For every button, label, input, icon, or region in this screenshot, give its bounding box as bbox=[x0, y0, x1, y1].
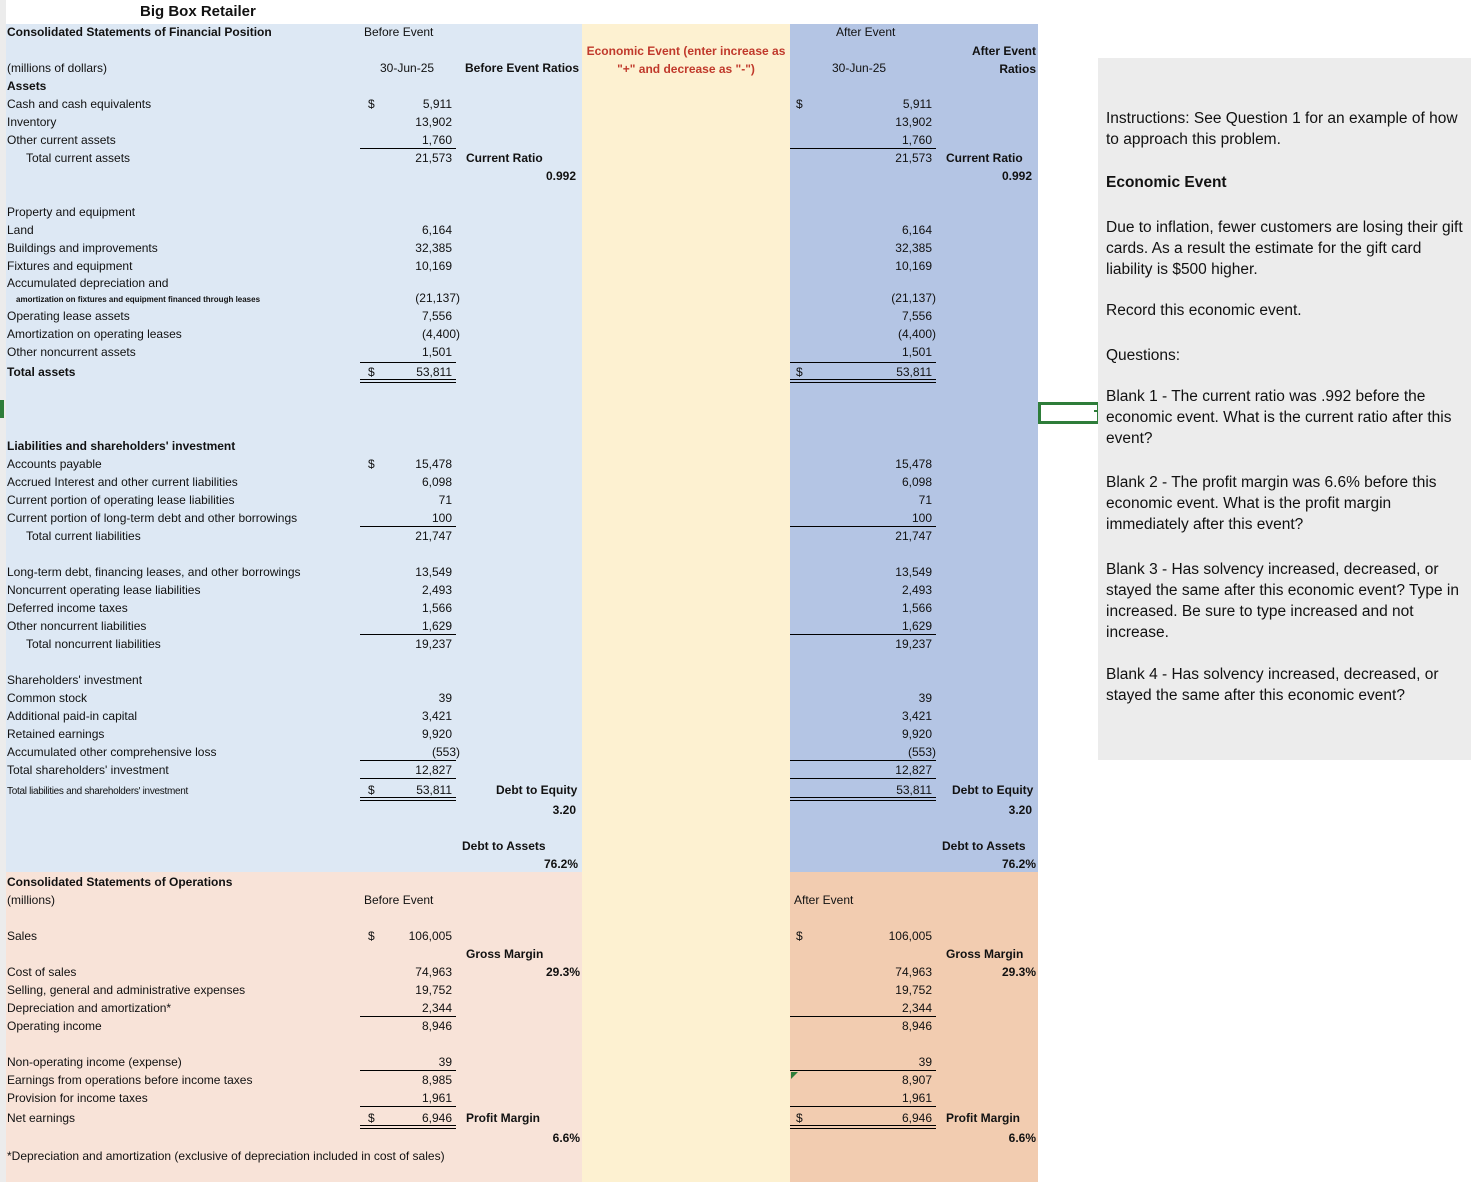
income-tax-before[interactable]: 1,961 bbox=[421, 1091, 452, 1105]
currency-sign: $ bbox=[368, 783, 375, 797]
other-noncurrent-assets-before[interactable]: 1,501 bbox=[421, 345, 452, 359]
other-current-assets-before[interactable]: 1,760 bbox=[421, 133, 452, 147]
retained-earnings-before[interactable]: 9,920 bbox=[421, 727, 452, 741]
row-label-other-noncurrent-liabilities: Other noncurrent liabilities bbox=[7, 619, 147, 633]
row-label-total-current-assets: Total current assets bbox=[26, 151, 131, 165]
blank-3-question: Blank 3 - Has solvency increased, decreased, or stayed the same after this economic event? Type in increased. Be sure to type increased and not increase. bbox=[1106, 561, 1459, 641]
total-assets-after[interactable]: 53,811 bbox=[896, 365, 932, 379]
land-before[interactable]: 6,164 bbox=[421, 223, 452, 237]
net-earnings-before[interactable]: 6,946 bbox=[421, 1111, 452, 1125]
currency-sign: $ bbox=[368, 1111, 375, 1125]
accum-dep-before[interactable]: (21,137) bbox=[415, 291, 460, 305]
operations-units: (millions) bbox=[7, 893, 55, 907]
op-lease-assets-before[interactable]: 7,556 bbox=[421, 309, 452, 323]
fixtures-before[interactable]: 10,169 bbox=[415, 259, 452, 273]
row-label-land: Land bbox=[7, 223, 34, 237]
debt-to-assets-label: Debt to Assets bbox=[462, 839, 546, 853]
operations-heading: Consolidated Statements of Operations bbox=[7, 875, 233, 889]
current-ratio-label: Current Ratio bbox=[466, 151, 543, 165]
row-label-fixtures: Fixtures and equipment bbox=[7, 259, 133, 273]
row-label-total-noncurrent-liabilities: Total noncurrent liabilities bbox=[26, 637, 161, 651]
apic-after[interactable]: 3,421 bbox=[901, 709, 932, 723]
dep-amort-before[interactable]: 2,344 bbox=[421, 1001, 452, 1015]
before-ratios-header: Before Event Ratios bbox=[465, 61, 580, 75]
economic-event-header: Economic Event (enter increase as "+" and decrease as "-") bbox=[586, 44, 786, 76]
gross-margin-label: Gross Margin bbox=[466, 947, 544, 961]
row-label-common-stock: Common stock bbox=[7, 691, 88, 705]
row-label-cur-ltd: Current portion of long-term debt and other borrowings bbox=[7, 511, 298, 525]
debt-to-equity-before[interactable]: 3.20 bbox=[552, 803, 576, 817]
accrued-before[interactable]: 6,098 bbox=[421, 475, 452, 489]
ops-after-event-header: After Event bbox=[794, 893, 854, 907]
record-instruction: Record this economic event. bbox=[1106, 302, 1302, 319]
current-ratio-after[interactable]: 0.992 bbox=[1001, 169, 1032, 183]
currency-sign: $ bbox=[368, 97, 375, 111]
total-liabilities-equity-before[interactable]: 53,811 bbox=[416, 783, 452, 797]
buildings-after[interactable]: 32,385 bbox=[895, 241, 932, 255]
debt-to-assets-before[interactable]: 76.2% bbox=[543, 857, 578, 871]
questions-heading: Questions: bbox=[1106, 347, 1181, 364]
cur-ltd-after[interactable]: 100 bbox=[911, 511, 932, 525]
operating-income-before[interactable]: 8,946 bbox=[421, 1019, 452, 1033]
amort-op-leases-before[interactable]: (4,400) bbox=[421, 327, 460, 341]
blank-2-question: Blank 2 - The profit margin was 6.6% before this economic event. What is the profit margin immediately after this event? bbox=[1106, 474, 1437, 533]
row-label-noncur-op-lease: Noncurrent operating lease liabilities bbox=[7, 583, 201, 597]
ltd-before[interactable]: 13,549 bbox=[415, 565, 452, 579]
row-label-amort-op-leases: Amortization on operating leases bbox=[7, 327, 182, 341]
cash-after[interactable]: 5,911 bbox=[902, 97, 932, 111]
economic-event-text: Due to inflation, fewer customers are losing their gift cards. As a result the estimate for the gift card liability is $500 higher. bbox=[1106, 219, 1463, 278]
common-stock-after[interactable]: 39 bbox=[918, 691, 932, 705]
debt-to-equity-after[interactable]: 3.20 bbox=[1008, 803, 1032, 817]
retained-earnings-after[interactable]: 9,920 bbox=[901, 727, 932, 741]
liabilities-heading: Liabilities and shareholders' investment bbox=[7, 439, 236, 453]
currency-sign: $ bbox=[368, 457, 375, 471]
after-ratios-header: After Event Ratios bbox=[971, 44, 1036, 76]
row-label-deferred-tax: Deferred income taxes bbox=[7, 601, 128, 615]
common-stock-before[interactable]: 39 bbox=[438, 691, 452, 705]
total-liabilities-equity-after[interactable]: 53,811 bbox=[896, 783, 932, 797]
row-label-accrued: Accrued Interest and other current liabilities bbox=[7, 475, 238, 489]
dep-amort-after[interactable]: 2,344 bbox=[901, 1001, 932, 1015]
inventory-before[interactable]: 13,902 bbox=[415, 115, 452, 129]
row-label-ltd: Long-term debt, financing leases, and other borrowings bbox=[7, 565, 301, 579]
row-label-op-lease-assets: Operating lease assets bbox=[7, 309, 130, 323]
ap-after[interactable]: 15,478 bbox=[895, 457, 932, 471]
sales-before[interactable]: 106,005 bbox=[408, 929, 452, 943]
accum-dep-after[interactable]: (21,137) bbox=[891, 291, 936, 305]
ap-before[interactable]: 15,478 bbox=[415, 457, 452, 471]
non-operating-before[interactable]: 39 bbox=[438, 1055, 452, 1069]
after-event-header: After Event bbox=[836, 25, 896, 39]
equity-heading: Shareholders' investment bbox=[7, 673, 143, 687]
ltd-after[interactable]: 13,549 bbox=[895, 565, 932, 579]
sga-before[interactable]: 19,752 bbox=[415, 983, 452, 997]
fixtures-after[interactable]: 10,169 bbox=[895, 259, 932, 273]
row-label-non-operating: Non-operating income (expense) bbox=[7, 1055, 182, 1069]
debt-to-assets-after[interactable]: 76.2% bbox=[1001, 857, 1036, 871]
currency-sign: $ bbox=[368, 365, 375, 379]
profit-margin-after[interactable]: 6.6% bbox=[1008, 1131, 1036, 1145]
date-before: 30-Jun-25 bbox=[380, 61, 435, 75]
row-label-other-current-assets: Other current assets bbox=[7, 133, 116, 147]
current-ratio-before[interactable]: 0.992 bbox=[545, 169, 576, 183]
cur-op-lease-after[interactable]: 71 bbox=[918, 493, 932, 507]
blank-1-question: Blank 1 - The current ratio was .992 before the economic event. What is the current ratio after this event? bbox=[1106, 388, 1452, 447]
before-event-header: Before Event bbox=[364, 25, 434, 39]
row-label-accum-dep: Accumulated depreciation and bbox=[7, 276, 169, 290]
noncur-op-lease-after[interactable]: 2,493 bbox=[901, 583, 932, 597]
instructions-panel bbox=[1098, 58, 1471, 760]
operating-income-after[interactable]: 8,946 bbox=[901, 1019, 932, 1033]
net-earnings-after[interactable]: 6,946 bbox=[901, 1111, 932, 1125]
noncur-op-lease-before[interactable]: 2,493 bbox=[421, 583, 452, 597]
other-noncurrent-liabilities-after[interactable]: 1,629 bbox=[901, 619, 932, 633]
debt-to-assets-label: Debt to Assets bbox=[942, 839, 1026, 853]
aoci-after[interactable]: (553) bbox=[907, 745, 936, 759]
total-noncurrent-liabilities-after[interactable]: 19,237 bbox=[895, 637, 932, 651]
row-label-cur-op-lease: Current portion of operating lease liabilities bbox=[7, 493, 235, 507]
cash-before[interactable]: 5,911 bbox=[422, 97, 452, 111]
assets-heading: Assets bbox=[7, 79, 47, 93]
gross-margin-after[interactable]: 29.3% bbox=[1001, 965, 1036, 979]
ebt-before[interactable]: 8,985 bbox=[421, 1073, 452, 1087]
current-ratio-label: Current Ratio bbox=[946, 151, 1023, 165]
company-title: Big Box Retailer bbox=[140, 3, 256, 20]
currency-sign: $ bbox=[796, 97, 803, 111]
units-label: (millions of dollars) bbox=[7, 61, 108, 75]
profit-margin-label: Profit Margin bbox=[466, 1111, 540, 1125]
row-selection-marker bbox=[0, 400, 4, 418]
non-operating-after[interactable]: 39 bbox=[918, 1055, 932, 1069]
blank-4-question: Blank 4 - Has solvency increased, decreased, or stayed the same after this economic event? bbox=[1106, 666, 1439, 704]
total-assets-before[interactable]: 53,811 bbox=[416, 365, 452, 379]
gross-margin-before[interactable]: 29.3% bbox=[545, 965, 580, 979]
row-label-buildings: Buildings and improvements bbox=[7, 241, 158, 255]
row-label-total-equity: Total shareholders' investment bbox=[7, 763, 169, 777]
row-label-cash: Cash and cash equivalents bbox=[7, 97, 152, 111]
cur-op-lease-before[interactable]: 71 bbox=[438, 493, 452, 507]
cur-ltd-before[interactable]: 100 bbox=[431, 511, 452, 525]
total-equity-before[interactable]: 12,827 bbox=[415, 763, 452, 777]
date-after: 30-Jun-25 bbox=[832, 61, 887, 75]
row-label-inventory: Inventory bbox=[7, 115, 57, 129]
profit-margin-before[interactable]: 6.6% bbox=[552, 1131, 580, 1145]
row-label-ap: Accounts payable bbox=[7, 457, 102, 471]
op-lease-assets-after[interactable]: 7,556 bbox=[901, 309, 932, 323]
land-after[interactable]: 6,164 bbox=[901, 223, 932, 237]
other-noncurrent-liabilities-before[interactable]: 1,629 bbox=[421, 619, 452, 633]
row-label-retained-earnings: Retained earnings bbox=[7, 727, 105, 741]
other-current-assets-after[interactable]: 1,760 bbox=[901, 133, 932, 147]
currency-sign: $ bbox=[796, 365, 803, 379]
statement-title: Consolidated Statements of Financial Position bbox=[7, 25, 272, 39]
cost-of-sales-after[interactable]: 74,963 bbox=[895, 965, 932, 979]
row-label-cost-of-sales: Cost of sales bbox=[7, 965, 77, 979]
row-label-total-current-liabilities: Total current liabilities bbox=[26, 529, 141, 543]
row-label-accum-dep-detail: amortization on fixtures and equipment financed through leases bbox=[16, 295, 261, 304]
row-label-total-liabilities-equity: Total liabilities and shareholders' investment bbox=[7, 786, 188, 797]
selected-cell[interactable] bbox=[1038, 402, 1100, 424]
other-noncurrent-assets-after[interactable]: 1,501 bbox=[901, 345, 932, 359]
total-noncurrent-liabilities-before[interactable]: 19,237 bbox=[415, 637, 452, 651]
currency-sign: $ bbox=[796, 1111, 803, 1125]
row-label-sga: Selling, general and administrative expenses bbox=[7, 983, 246, 997]
currency-sign: $ bbox=[368, 929, 375, 943]
income-tax-after[interactable]: 1,961 bbox=[901, 1091, 932, 1105]
row-label-apic: Additional paid-in capital bbox=[7, 709, 138, 723]
debt-to-equity-label: Debt to Equity bbox=[952, 783, 1034, 797]
cost-of-sales-before[interactable]: 74,963 bbox=[415, 965, 452, 979]
sales-after[interactable]: 106,005 bbox=[888, 929, 932, 943]
row-label-total-assets: Total assets bbox=[7, 365, 76, 379]
instructions-intro: Instructions: See Question 1 for an example of how to approach this problem. bbox=[1106, 110, 1458, 148]
row-label-other-noncurrent-assets: Other noncurrent assets bbox=[7, 345, 136, 359]
row-label-ebt: Earnings from operations before income taxes bbox=[7, 1073, 253, 1087]
pe-heading: Property and equipment bbox=[7, 205, 136, 219]
total-current-liabilities-after[interactable]: 21,747 bbox=[895, 529, 932, 543]
economic-event-heading: Economic Event bbox=[1106, 174, 1227, 191]
accrued-after[interactable]: 6,098 bbox=[901, 475, 932, 489]
row-label-income-tax: Provision for income taxes bbox=[7, 1091, 148, 1105]
ebt-after[interactable]: 8,907 bbox=[901, 1073, 932, 1087]
total-equity-after[interactable]: 12,827 bbox=[895, 763, 932, 777]
sga-after[interactable]: 19,752 bbox=[895, 983, 932, 997]
row-label-aoci: Accumulated other comprehensive loss bbox=[7, 745, 217, 759]
footnote: *Depreciation and amortization (exclusive of depreciation included in cost of sales) bbox=[7, 1149, 445, 1163]
inventory-after[interactable]: 13,902 bbox=[895, 115, 932, 129]
gross-margin-label: Gross Margin bbox=[946, 947, 1024, 961]
row-label-dep-amort: Depreciation and amortization* bbox=[7, 1001, 172, 1015]
currency-sign: $ bbox=[796, 929, 803, 943]
row-label-sales: Sales bbox=[7, 929, 38, 943]
row-label-operating-income: Operating income bbox=[7, 1019, 102, 1033]
profit-margin-label: Profit Margin bbox=[946, 1111, 1020, 1125]
deferred-tax-after[interactable]: 1,566 bbox=[901, 601, 932, 615]
apic-before[interactable]: 3,421 bbox=[421, 709, 452, 723]
total-current-liabilities-before[interactable]: 21,747 bbox=[415, 529, 452, 543]
total-current-assets-before[interactable]: 21,573 bbox=[415, 151, 452, 165]
debt-to-equity-label: Debt to Equity bbox=[496, 783, 578, 797]
row-label-net-earnings: Net earnings bbox=[7, 1111, 76, 1125]
buildings-before[interactable]: 32,385 bbox=[415, 241, 452, 255]
ops-before-event-header: Before Event bbox=[364, 893, 434, 907]
total-current-assets-after[interactable]: 21,573 bbox=[895, 151, 932, 165]
economic-event-column[interactable] bbox=[582, 24, 790, 1182]
aoci-before[interactable]: (553) bbox=[431, 745, 460, 759]
formula-warning-flag[interactable] bbox=[791, 1072, 798, 1079]
amort-op-leases-after[interactable]: (4,400) bbox=[897, 327, 936, 341]
deferred-tax-before[interactable]: 1,566 bbox=[421, 601, 452, 615]
